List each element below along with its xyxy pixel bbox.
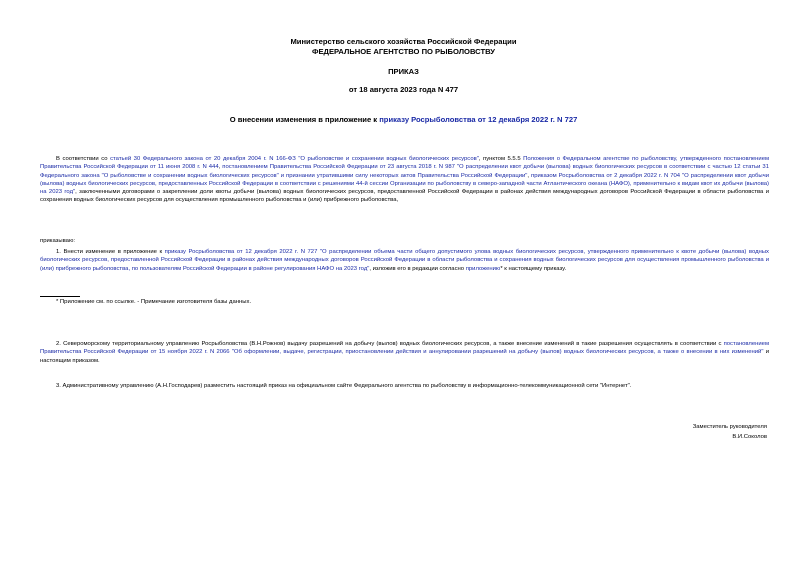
doc-title [0,115,807,124]
item-3-paragraph: 3. Административному управлению (А.Н.Господарев) разместить настоящий приказ на официальном сайте Федерального агентства по рыболовству в информационно-телекоммуникационной сети "Интернет". [56,383,632,389]
preamble-text-4: , [527,172,532,179]
item-1-text-3: * к настоящему приказу. [500,265,567,272]
preamble-paragraph [40,155,769,205]
signature-name: В.И.Соколов [732,434,767,440]
preamble-text-3: , [218,164,223,171]
government-decree-2066-link[interactable]: постановлением Правительства Российской Федерации от 15 ноября 2022 г. N 2066 "Об оформлении, выдаче, регистрации, приостановлении действия и аннулировании разрешений на добычу (вылов) водных биологических ресурсов, а также о внесении в них изменений" [40,341,769,356]
order-word: приказываю: [40,238,76,244]
item-1-text-2: , изложив его в редакции согласно [369,265,466,272]
preamble-text-2: , пунктом 5.5.5 [478,156,524,162]
order-704-link[interactable]: приказом Росрыболовства от 2 декабря 2022 г. N 704 "О распределении квот добычи (вылова) водных биологических ресурсов, предоставленных Российской Федерации в соответствии с решениями 44-й сессии Организации по рыболовству в северо-западной части Атлантического океана (НАФО), применительно к видам квот их добычи (вылова) на 2023 год" [40,172,769,196]
law-article-30-link[interactable]: статьей 30 Федерального закона от 20 декабря 2004 г. N 166-ФЗ "О рыболовстве и сохранении водных биологических ресурсов" [110,156,479,162]
item-1-paragraph [40,248,769,273]
item-2-text-2: и настоящим приказом. [40,349,769,364]
item-1-text-1: 1. Внести изменение в приложение к [56,249,165,255]
item-2-paragraph [40,340,769,365]
doc-type: ПРИКАЗ [388,67,419,76]
footnote-separator [40,296,80,297]
government-decree-987-link[interactable]: постановлением Правительства Российской Федерации от 23 августа 2018 г. N 987 "О распределении квот добычи (вылова) водных биологических ресурсов в соответствии с частью 12 статьи 31 Федерального закона "О рыболовстве и сохранении водных биологических ресурсов" и признании утратившими силу некоторых актов Правительства Российской Федерации" [40,164,769,179]
order-727-link[interactable]: приказу Росрыболовства от 12 декабря 2022 г. N 727 "О распределении объема части общего допустимого улова водных биологических ресурсов, утвержденного применительно к квоте добычи (вылова) водных биологических ресурсов, предоставленной Российской Федерации в районах действия международных договоров Российской Федерации в области рыболовства и сохранения водных биологических ресурсов для осуществления промышленного рыболовства и (или) прибрежного рыболовства, по пользователям Российской Федерации в районе регулирования НАФО на 2023 год" [40,249,769,272]
agency-regulation-link[interactable]: Положения о Федеральном агентстве по рыболовству, утвержденного постановлением Правительства Российской Федерации от 11 июня 2008 г. N 444 [40,156,770,171]
preamble-text-1: В соответствии со [56,156,111,162]
doc-title-text: О внесении изменения в приложение к [229,115,380,124]
doc-title-link[interactable]: приказу Росрыболовства от 12 декабря 2022 г. N 727 [379,115,578,124]
footnote: * Приложение см. по ссылке. - Примечание изготовителя базы данных. [56,299,252,305]
appendix-link[interactable]: приложению [465,265,501,272]
ministry-name: Министерство сельского хозяйства Российской Федерации [290,37,517,46]
agency-name: ФЕДЕРАЛЬНОЕ АГЕНТСТВО ПО РЫБОЛОВСТВУ [312,47,495,56]
doc-date-number: от 18 августа 2023 года N 477 [348,85,459,94]
item-2-text-1: 2. Североморскому территориальному управлению Росрыболовства (В.Н.Рожнов) выдачу разрешений на добычу (вылов) водных биологических ресурсов, а также внесение изменений в такие разрешения осуществлять в соответствии с [56,341,724,347]
preamble-text-5: , заключенными договорами о закреплении доли квоты добычи (вылова) водных биологических ресурсов, предоставленной Российской Федерации в районах действия международных договоров Российской Федерации в области рыболовства и сохранения водных биологических ресурсов для осуществления промышленного рыболовства и (или) прибрежного рыболовства, [40,189,769,204]
signature-position: Заместитель руководителя [692,424,767,430]
